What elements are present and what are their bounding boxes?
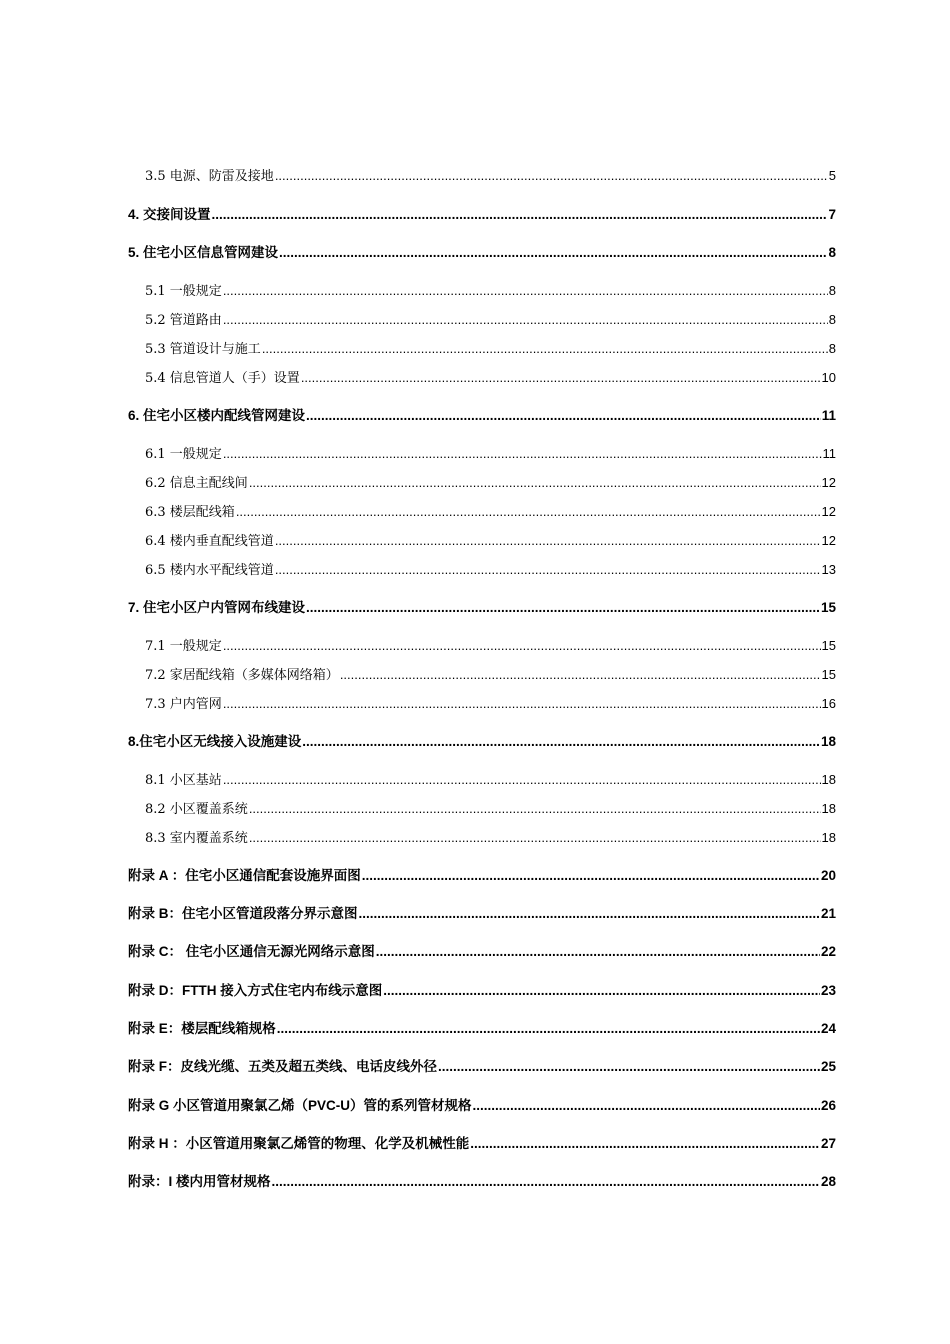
toc-leader-dots	[275, 560, 821, 580]
toc-entry[interactable]	[128, 981, 836, 1001]
toc-entry[interactable]	[145, 665, 836, 685]
toc-leader-dots	[383, 981, 820, 1001]
toc-entry[interactable]	[128, 205, 836, 225]
toc-entry-page: 27	[820, 1136, 836, 1151]
toc-entry-page: 18	[821, 801, 836, 816]
toc-entry[interactable]	[128, 598, 836, 618]
toc-entry-page: 8	[828, 283, 836, 298]
toc-entry[interactable]	[128, 243, 836, 263]
toc-entry-title: 5. 住宅小区信息管网建设	[128, 245, 279, 260]
toc-entry-title: 7. 住宅小区户内管网布线建设	[128, 600, 306, 615]
toc-entry[interactable]	[145, 339, 836, 359]
toc-entry-title: 7.3 户内管网	[145, 697, 222, 712]
toc-entry[interactable]	[145, 368, 836, 388]
toc-entry[interactable]	[128, 1057, 836, 1077]
toc-leader-dots	[279, 243, 827, 263]
toc-entry-title: 附录 H ：小区管道用聚氯乙烯管的物理、化学及机械性能	[128, 1136, 470, 1151]
toc-leader-dots	[223, 636, 821, 656]
toc-entry-title: 8.2 小区覆盖系统	[145, 802, 248, 817]
toc-leader-dots	[212, 205, 828, 225]
toc-entry[interactable]	[145, 531, 836, 551]
toc-entry-page: 12	[821, 533, 836, 548]
toc-leader-dots	[236, 502, 821, 522]
toc-entry[interactable]	[128, 942, 836, 962]
toc-leader-dots	[438, 1057, 820, 1077]
toc-leader-dots	[223, 444, 822, 464]
toc-entry-page: 7	[828, 207, 836, 222]
toc-entry-page: 23	[820, 983, 836, 998]
toc-leader-dots	[275, 531, 821, 551]
toc-leader-dots	[306, 598, 820, 618]
toc-entry-page: 26	[820, 1098, 836, 1113]
toc-entry[interactable]	[145, 694, 836, 714]
toc-entry-title: 8.3 室内覆盖系统	[145, 831, 248, 846]
toc-leader-dots	[359, 904, 820, 924]
toc-entry-title: 7.1 一般规定	[145, 639, 222, 654]
toc-entry-title: 6.5 楼内水平配线管道	[145, 563, 274, 578]
toc-entry[interactable]	[145, 444, 836, 464]
toc-entry-page: 21	[820, 906, 836, 921]
toc-entry[interactable]	[145, 560, 836, 580]
toc-entry[interactable]	[128, 1019, 836, 1039]
toc-entry-title: 附录 F：皮线光缆、五类及超五类线、电话皮线外径	[128, 1059, 437, 1074]
toc-entry-title: 附录 E：楼层配线箱规格	[128, 1021, 276, 1036]
toc-entry[interactable]	[145, 828, 836, 848]
toc-entry-page: 20	[820, 868, 836, 883]
toc-entry-page: 8	[828, 312, 836, 327]
toc-entry-page: 18	[821, 772, 836, 787]
toc-entry[interactable]	[128, 904, 836, 924]
toc-entry-title: 6.3 楼层配线箱	[145, 505, 235, 520]
toc-leader-dots	[223, 770, 821, 790]
toc-leader-dots	[249, 473, 821, 493]
toc-entry-page: 15	[821, 667, 836, 682]
toc-entry[interactable]	[145, 502, 836, 522]
toc-leader-dots	[249, 799, 821, 819]
toc-entry-title: 附录 A ：住宅小区通信配套设施界面图	[128, 868, 361, 883]
toc-leader-dots	[223, 694, 821, 714]
toc-entry[interactable]	[128, 1172, 836, 1192]
toc-leader-dots	[302, 732, 820, 752]
toc-entry-title: 5.3 管道设计与施工	[145, 342, 261, 357]
toc-leader-dots	[340, 665, 821, 685]
toc-entry-title: 8.住宅小区无线接入设施建设	[128, 734, 302, 749]
toc-entry-title: 附录 D：FTTH 接入方式住宅内布线示意图	[128, 983, 383, 998]
toc-leader-dots	[223, 281, 828, 301]
toc-entry-title: 6.2 信息主配线间	[145, 476, 248, 491]
toc-entry[interactable]	[145, 770, 836, 790]
toc-entry-title: 6.4 楼内垂直配线管道	[145, 534, 274, 549]
toc-entry-page: 8	[828, 341, 836, 356]
toc-entry[interactable]	[145, 636, 836, 656]
toc-entry[interactable]	[128, 732, 836, 752]
toc-entry-title: 附录 B：住宅小区管道段落分界示意图	[128, 906, 358, 921]
toc-entry-title: 附录 G 小区管道用聚氯乙烯（PVC-U）管的系列管材规格	[128, 1098, 472, 1113]
toc-leader-dots	[376, 942, 820, 962]
toc-entry[interactable]	[145, 281, 836, 301]
toc-entry[interactable]	[128, 1096, 836, 1116]
toc-entry-title: 8.1 小区基站	[145, 773, 222, 788]
toc-entry-title: 5.4 信息管道人（手）设置	[145, 371, 300, 386]
toc-leader-dots	[249, 828, 821, 848]
toc-leader-dots	[277, 1019, 820, 1039]
toc-entry-page: 10	[821, 370, 836, 385]
toc-entry-title: 附录：I 楼内用管材规格	[128, 1174, 271, 1189]
toc-leader-dots	[473, 1096, 820, 1116]
toc-entry-title: 6. 住宅小区楼内配线管网建设	[128, 408, 306, 423]
toc-entry[interactable]	[128, 406, 836, 426]
toc-entry-page: 5	[828, 168, 836, 183]
toc-entry-title: 附录 C： 住宅小区通信无源光网络示意图	[128, 944, 375, 959]
toc-entry-page: 24	[820, 1021, 836, 1036]
toc-entry-title: 5.1 一般规定	[145, 284, 222, 299]
toc-entry-page: 22	[820, 944, 836, 959]
toc-entry[interactable]	[128, 1134, 836, 1154]
toc-leader-dots	[262, 339, 828, 359]
toc-leader-dots	[470, 1134, 820, 1154]
toc-leader-dots	[223, 310, 828, 330]
toc-entry-page: 28	[820, 1174, 836, 1189]
toc-entry[interactable]	[145, 799, 836, 819]
toc-leader-dots	[362, 866, 820, 886]
toc-entry-title: 6.1 一般规定	[145, 447, 222, 462]
toc-entry-title: 4. 交接间设置	[128, 207, 211, 222]
toc-entry-page: 11	[822, 446, 836, 461]
toc-leader-dots	[275, 166, 828, 186]
toc-entry-page: 18	[820, 734, 836, 749]
toc-entry-page: 25	[820, 1059, 836, 1074]
toc-entry-page: 15	[821, 638, 836, 653]
toc-leader-dots	[272, 1172, 820, 1192]
toc-entry[interactable]	[145, 310, 836, 330]
toc-entry-page: 16	[821, 696, 836, 711]
toc-entry[interactable]	[128, 866, 836, 886]
toc-leader-dots	[301, 368, 821, 388]
toc-entry[interactable]	[145, 473, 836, 493]
toc-entry-page: 13	[821, 562, 836, 577]
toc-entry-page: 12	[821, 504, 836, 519]
toc-entry-page: 11	[821, 408, 836, 423]
toc-entry-title: 5.2 管道路由	[145, 313, 222, 328]
toc-entry[interactable]	[145, 166, 836, 186]
toc-entry-title: 3.5 电源、防雷及接地	[145, 169, 274, 184]
toc-entry-title: 7.2 家居配线箱（多媒体网络箱）	[145, 668, 339, 683]
toc-entry-page: 18	[821, 830, 836, 845]
toc-entry-page: 8	[828, 245, 836, 260]
toc-leader-dots	[306, 406, 821, 426]
toc-entry-page: 15	[820, 600, 836, 615]
toc-entry-page: 12	[821, 475, 836, 490]
